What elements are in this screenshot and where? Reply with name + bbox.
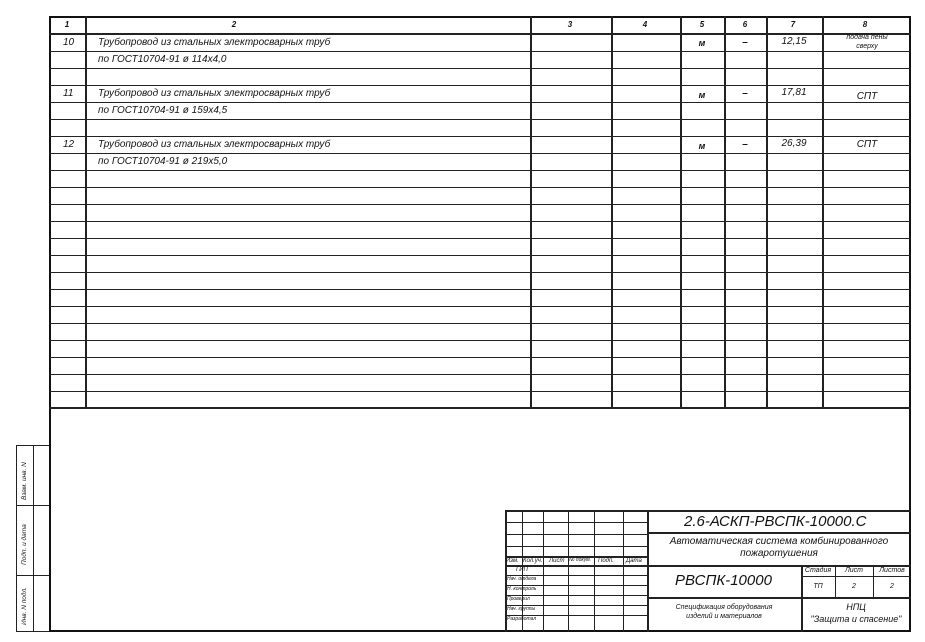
table-bottom	[49, 407, 911, 409]
row-quantity: 17,81	[781, 87, 807, 98]
row-description-standard: по ГОСТ10704-91 ø 219x5,0	[98, 156, 228, 167]
grid-line	[568, 510, 569, 632]
row-unit: м	[698, 38, 706, 48]
row-number: 11	[63, 88, 74, 99]
row-dash: –	[742, 37, 748, 48]
row-line	[49, 119, 911, 120]
row-line	[49, 204, 911, 205]
organization-line-1: НПЦ	[846, 602, 866, 612]
grid-line	[543, 510, 544, 632]
row-dash: –	[742, 88, 748, 99]
role-razrabotal: Разработал	[507, 616, 537, 622]
grid-line	[505, 546, 647, 547]
binding-line	[16, 505, 49, 506]
row-line	[49, 85, 911, 86]
row-line	[49, 136, 911, 137]
sheets-label: Листов	[879, 567, 905, 574]
document-code: 2.6-АСКП-РВСПК-10000.С	[684, 513, 867, 530]
row-unit: м	[698, 141, 706, 151]
row-line	[49, 357, 911, 358]
header-divider	[49, 33, 911, 35]
row-line	[49, 272, 911, 273]
col-divider	[530, 16, 532, 408]
row-line	[49, 374, 911, 375]
binding-line	[16, 631, 49, 632]
grid-line	[505, 522, 647, 523]
row-note: СПТ	[856, 139, 878, 150]
stage-value: ТП	[813, 583, 823, 590]
row-description: Трубопровод из стальных электросварных труб	[98, 37, 331, 48]
label-kol-uch: Кол.уч.	[523, 558, 543, 564]
row-note: подача пены	[846, 34, 888, 41]
row-description-standard: по ГОСТ10704-91 ø 159x4,5	[98, 105, 228, 116]
sheet-title-line-2: изделий и материалов	[686, 613, 762, 620]
col-divider	[822, 16, 824, 408]
label-n-dok: № докум.	[569, 557, 592, 563]
col-header-5: 5	[699, 20, 705, 29]
row-line	[49, 391, 911, 392]
grid-line	[594, 510, 595, 632]
row-quantity: 26,39	[781, 138, 807, 149]
col-header-1: 1	[64, 20, 70, 29]
system-title-line-1: Автоматическая система комбинированного	[669, 536, 889, 547]
col-header-7: 7	[790, 20, 796, 29]
row-description: Трубопровод из стальных электросварных труб	[98, 139, 331, 150]
binding-line	[16, 445, 49, 446]
stage-label: Стадия	[804, 567, 832, 574]
col-header-4: 4	[642, 20, 648, 29]
binding-line	[16, 575, 49, 576]
sheet-title-line-1: Спецификация оборудования	[675, 604, 773, 611]
label-izm: Изм.	[506, 558, 519, 564]
label-podp: Подп.	[598, 558, 614, 564]
title-block-left	[505, 510, 507, 632]
binding-margin-inner	[33, 445, 34, 632]
row-line	[49, 153, 911, 154]
col-divider	[85, 16, 87, 408]
side-stamp-sign-date: Подп. и дата	[21, 524, 28, 565]
organization-line-2: "Защита и спасение"	[810, 614, 902, 624]
row-number: 10	[63, 37, 75, 48]
col-header-8: 8	[862, 20, 868, 29]
col-divider	[766, 16, 768, 408]
col-divider	[680, 16, 682, 408]
col-divider	[724, 16, 726, 408]
role-n-kontrol: Н. контроль	[507, 586, 537, 592]
label-list: Лист	[549, 558, 565, 564]
col-header-2: 2	[231, 20, 237, 29]
row-line	[49, 170, 911, 171]
row-note: СПТ	[856, 91, 878, 102]
title-block-top	[505, 510, 911, 512]
row-line	[49, 187, 911, 188]
row-line	[49, 68, 911, 69]
row-line	[49, 102, 911, 103]
row-line	[49, 238, 911, 239]
role-nach-gruppy: Нач. группы	[507, 606, 536, 612]
row-dash: –	[742, 139, 748, 150]
role-proveril: Проверил	[507, 596, 530, 602]
sheet-value: 2	[852, 583, 856, 590]
system-title-line-2: пожаротушения	[740, 548, 818, 559]
binding-margin-left	[16, 445, 17, 632]
row-quantity: 12,15	[781, 36, 807, 47]
sheet-label: Лист	[844, 567, 864, 574]
row-line	[49, 289, 911, 290]
col-divider	[611, 16, 613, 408]
row-description: Трубопровод из стальных электросварных труб	[98, 88, 331, 99]
row-line	[49, 51, 911, 52]
label-data: Дата	[626, 558, 642, 564]
side-stamp-inv-vzam: Взам. инв. N	[21, 462, 28, 500]
grid-line	[647, 597, 911, 599]
row-line	[49, 255, 911, 256]
row-note: сверху	[856, 43, 878, 50]
role-gip: ГИП	[516, 567, 528, 573]
col-header-6: 6	[742, 20, 748, 29]
row-line	[49, 221, 911, 222]
grid-line	[801, 576, 911, 577]
side-stamp-inv-orig: Инв. N подл.	[21, 587, 28, 625]
row-number: 12	[63, 139, 75, 150]
sheets-value: 2	[890, 583, 894, 590]
col-header-3: 3	[567, 20, 573, 29]
grid-line	[647, 532, 911, 534]
row-line	[49, 323, 911, 324]
grid-line	[505, 534, 647, 535]
grid-line	[623, 510, 624, 632]
row-line	[49, 340, 911, 341]
row-description-standard: по ГОСТ10704-91 ø 114x4,0	[98, 54, 227, 65]
row-unit: м	[698, 90, 706, 100]
row-line	[49, 306, 911, 307]
object-code: РВСПК-10000	[675, 572, 772, 589]
role-nach-otdela: Нач. отдела	[507, 576, 537, 582]
